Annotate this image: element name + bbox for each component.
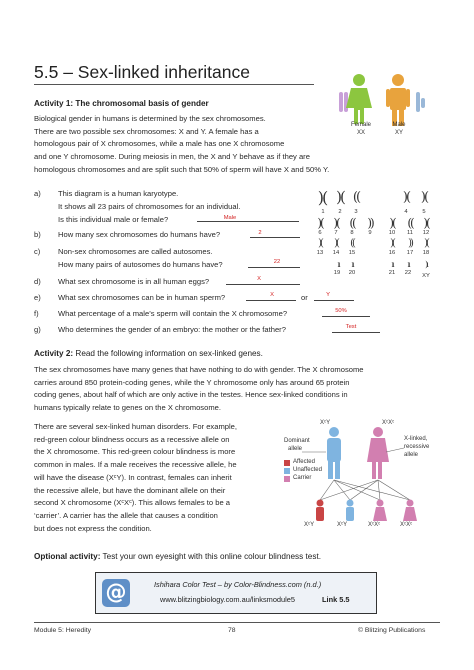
legend-unaffected-label: Unaffected [293,467,322,473]
chromosome-pair-icon: )( [390,238,394,249]
karyotype-label: 17 [406,250,414,256]
legend-carrier-swatch [284,476,290,482]
optional-activity-bold: Optional activity: [34,552,101,561]
xlinked-label: allele [404,452,419,458]
karyotype-label: 15 [348,250,356,256]
activity2-line: the X chromosome. This red-green colour blindness is more [34,447,236,457]
question-b-number: b) [34,230,41,239]
answer-c-line [248,267,300,268]
activity2-line: will have the disease (XᶜY). In contrast, females can inherit [34,472,232,482]
chromosome-pair-icon: )( [402,190,410,205]
mother-icon [367,427,389,479]
answer-d-line [226,284,300,285]
at-icon: @ [102,579,130,607]
chromosome-pair-icon: ıı [351,260,353,269]
offspring-genotype: XᶜXᶜ [368,522,381,528]
chromosome-pair-icon: )ı [425,260,427,269]
female-label: Female [350,122,371,128]
activity2-line: ‘carrier’. A carrier has the allele that causes a condition [34,510,218,520]
chromosome-pair-icon: )( [424,238,428,249]
inheritance-figure [282,418,452,536]
chromosome-pair-icon: ıı [407,260,409,269]
karyotype-label: 21 [388,270,396,276]
question-e-number: e) [34,293,41,302]
chromosome-pair-icon: )) [367,216,373,230]
activity2-line: carries around 850 protein-coding genes, while the Y chromosome only has around 65 protein [34,377,350,387]
chromosome-pair-icon: )( [317,188,327,207]
footer-rule [34,622,440,623]
chromosome-pair-icon: )) [408,238,412,249]
legend-unaffected-swatch [284,468,290,474]
karyotype-label: 3 [354,209,358,215]
karyotype [308,188,458,288]
offspring-genotype: XᶜY [337,522,348,528]
activity2-line: humans typically relate to genes on the X chromosome. [34,403,221,413]
offspring-carrier-daughter-icon [373,500,387,522]
chromosome-pair-icon: (( [407,216,413,230]
activity2-heading [34,349,263,358]
activity1-line: There are two possible sex chromosomes: X and Y. A female has a [34,126,259,136]
karyotype-label: 8 [350,230,354,236]
question-f-line: What percentage of a male’s sperm will contain the X chromosome? [58,309,288,318]
dominant-label: Dominant [284,438,310,444]
activity1-line: Biological gender in humans is determined by the sex chromosomes. [34,114,266,123]
answer-d[interactable]: X [257,276,261,282]
answer-b[interactable]: 2 [258,230,262,236]
footer-page-number: 78 [228,627,236,634]
question-a-line: It shows all 23 pairs of chromosomes for an individual. [58,202,241,211]
xlinked-label: X-linked, [404,436,428,442]
answer-g[interactable]: Test [345,324,357,330]
karyotype-label: 6 [318,230,322,236]
question-d-line: What sex chromosome is in all human eggs? [58,277,210,286]
chromosome-pair-icon: (( [350,238,354,249]
legend-affected-swatch [284,460,290,466]
activity2-line: the recessive allele, but have the dominant allele on their [34,485,226,495]
question-b-line: How many sex chromosomes do humans have? [58,230,221,239]
karyotype-label: 14 [332,250,340,256]
karyotype-label: 7 [334,230,338,236]
xlinked-label: recessive [404,444,430,450]
question-c-number: c) [34,247,41,256]
answer-e-1-line [246,300,296,301]
answer-e-1[interactable]: X [270,292,274,298]
offspring-daughter-icon [403,500,417,522]
karyotype-label: 5 [422,209,426,215]
question-e-line: What sex chromosomes can be in human sperm? [58,293,226,302]
activity2-line: red-green colour blindness occurs as a recessive allele on [34,434,230,444]
answer-a[interactable]: Male [223,215,237,221]
karyotype-label: 2 [338,209,342,215]
answer-a-line [197,221,299,222]
offspring-affected-son-icon [316,500,324,522]
footer-publisher: © Blitzing Publications [358,627,426,634]
question-g-number: g) [34,325,41,334]
chromosome-pair-icon: ıı [337,260,339,269]
karyotype-label: 4 [404,209,408,215]
question-d-number: d) [34,277,41,286]
activity2-line: coding genes, about half of which are only active in the testes. Hence sex-linked conditions in [34,390,348,400]
legend-carrier-label: Carrier [293,475,312,481]
question-a-line: Is this individual male or female? [58,215,169,224]
inheritance-lines [302,448,410,500]
optional-activity [34,552,321,561]
karyotype-label: 22 [404,270,412,276]
activity2-line: common in males. If a male receives the recessive allele, he [34,460,237,470]
karyotype-label: 16 [388,250,396,256]
male-label: Male [392,122,406,128]
dominant-label: allele [288,446,303,452]
question-a-number: a) [34,189,41,198]
chromosome-pair-icon: ıı [391,260,393,269]
chromosome-pair-icon: (( [349,216,355,230]
chromosome-pair-icon: )( [423,216,429,230]
karyotype-label: 13 [316,250,324,256]
activity2-line: but does not express the condition. [34,523,152,533]
mother-genotype: XᶜXᶜ [382,420,395,426]
chromosome-pair-icon: )( [420,190,428,205]
activity1-line: homologous pair of X chromosomes, while a male has one X chromosome [34,139,285,149]
activity2-line: second X chromosome (XᶜXᶜ). This allows females to be a [34,498,231,508]
answer-e-2[interactable]: Y [326,292,330,298]
activity2-line: There are several sex-linked human disorders. For example, [34,422,238,431]
father-genotype: XᶜY [320,420,331,426]
karyotype-label: 9 [368,230,372,236]
karyotype-label: 10 [388,230,396,236]
link-box[interactable] [95,572,377,614]
activity2-paragraph2 [34,421,284,535]
answer-g-line [332,332,380,333]
chromosome-pair-icon: )( [334,238,338,249]
offspring-unaffected-son-icon [346,500,354,522]
answer-e-2-line [314,300,354,301]
chromosome-pair-icon: )( [318,238,322,249]
karyotype-label: 19 [333,270,341,276]
chromosome-pair-icon: )( [333,216,339,230]
legend-affected-label: Affected [293,459,315,465]
activity2-line: The sex chromosomes have many genes that have nothing to do with gender. The X chromosome [34,365,364,374]
activity1-line: and one Y chromosome. During meiosis in men, the X and Y behave as if they are [34,152,310,162]
footer-module: Module 5: Heredity [34,627,92,634]
optional-activity-text: Test your own eyesight with this online colour blindness test. [100,552,321,561]
father-icon [327,427,341,479]
answer-f-line [322,316,370,317]
karyotype-label: 12 [422,230,430,236]
chromosome-pair-icon: )( [336,188,344,206]
activity1-heading: Activity 1: The chromosomal basis of gender [34,99,209,108]
question-g-line: Who determines the gender of an embryo: the mother or the father? [58,325,286,334]
karyotype-label: 20 [348,270,356,276]
karyotype-label: XY [422,273,430,279]
offspring-genotype: XᶜXᶜ [400,522,413,528]
female-genotype: XX [356,130,365,136]
chromosome-pair-icon: )( [317,216,323,230]
activity2-paragraph1 [34,364,444,415]
question-e-connector: or [301,293,308,302]
answer-f[interactable]: 50% [335,308,347,314]
activity2-heading-bold: Activity 2: [34,349,74,358]
answer-b-line [250,237,300,238]
activity1-line: homologous chromosomes and are split such that 50% of sperm will have X and 50% Y. [34,164,330,174]
karyotype-label: 11 [406,230,414,236]
page-title: 5.5 – Sex-linked inheritance [34,62,250,82]
answer-c[interactable]: 22 [273,259,281,265]
activity2-heading-rest: Read the following information on sex-linked genes. [73,349,263,358]
link-title: Ishihara Color Test – by Color-Blindness.com (n.d.) [154,580,322,589]
question-f-number: f) [34,309,39,318]
male-genotype: XY [394,130,403,136]
chromosome-pair-icon: )( [389,216,395,230]
question-c-line: Non-sex chromosomes are called autosomes. [58,247,213,256]
chromosome-pair-icon: (( [352,190,360,205]
question-a-line: This diagram is a human karyotype. [58,189,179,198]
question-c-line: How many pairs of autosomes do humans have? [58,260,223,269]
link-url[interactable]: www.blitzingbiology.com.au/linksmodule5 [160,595,296,604]
karyotype-label: 1 [321,209,325,215]
offspring-genotype: XᶜY [304,522,315,528]
link-code: Link 5.5 [322,595,350,604]
karyotype-label: 18 [422,250,430,256]
